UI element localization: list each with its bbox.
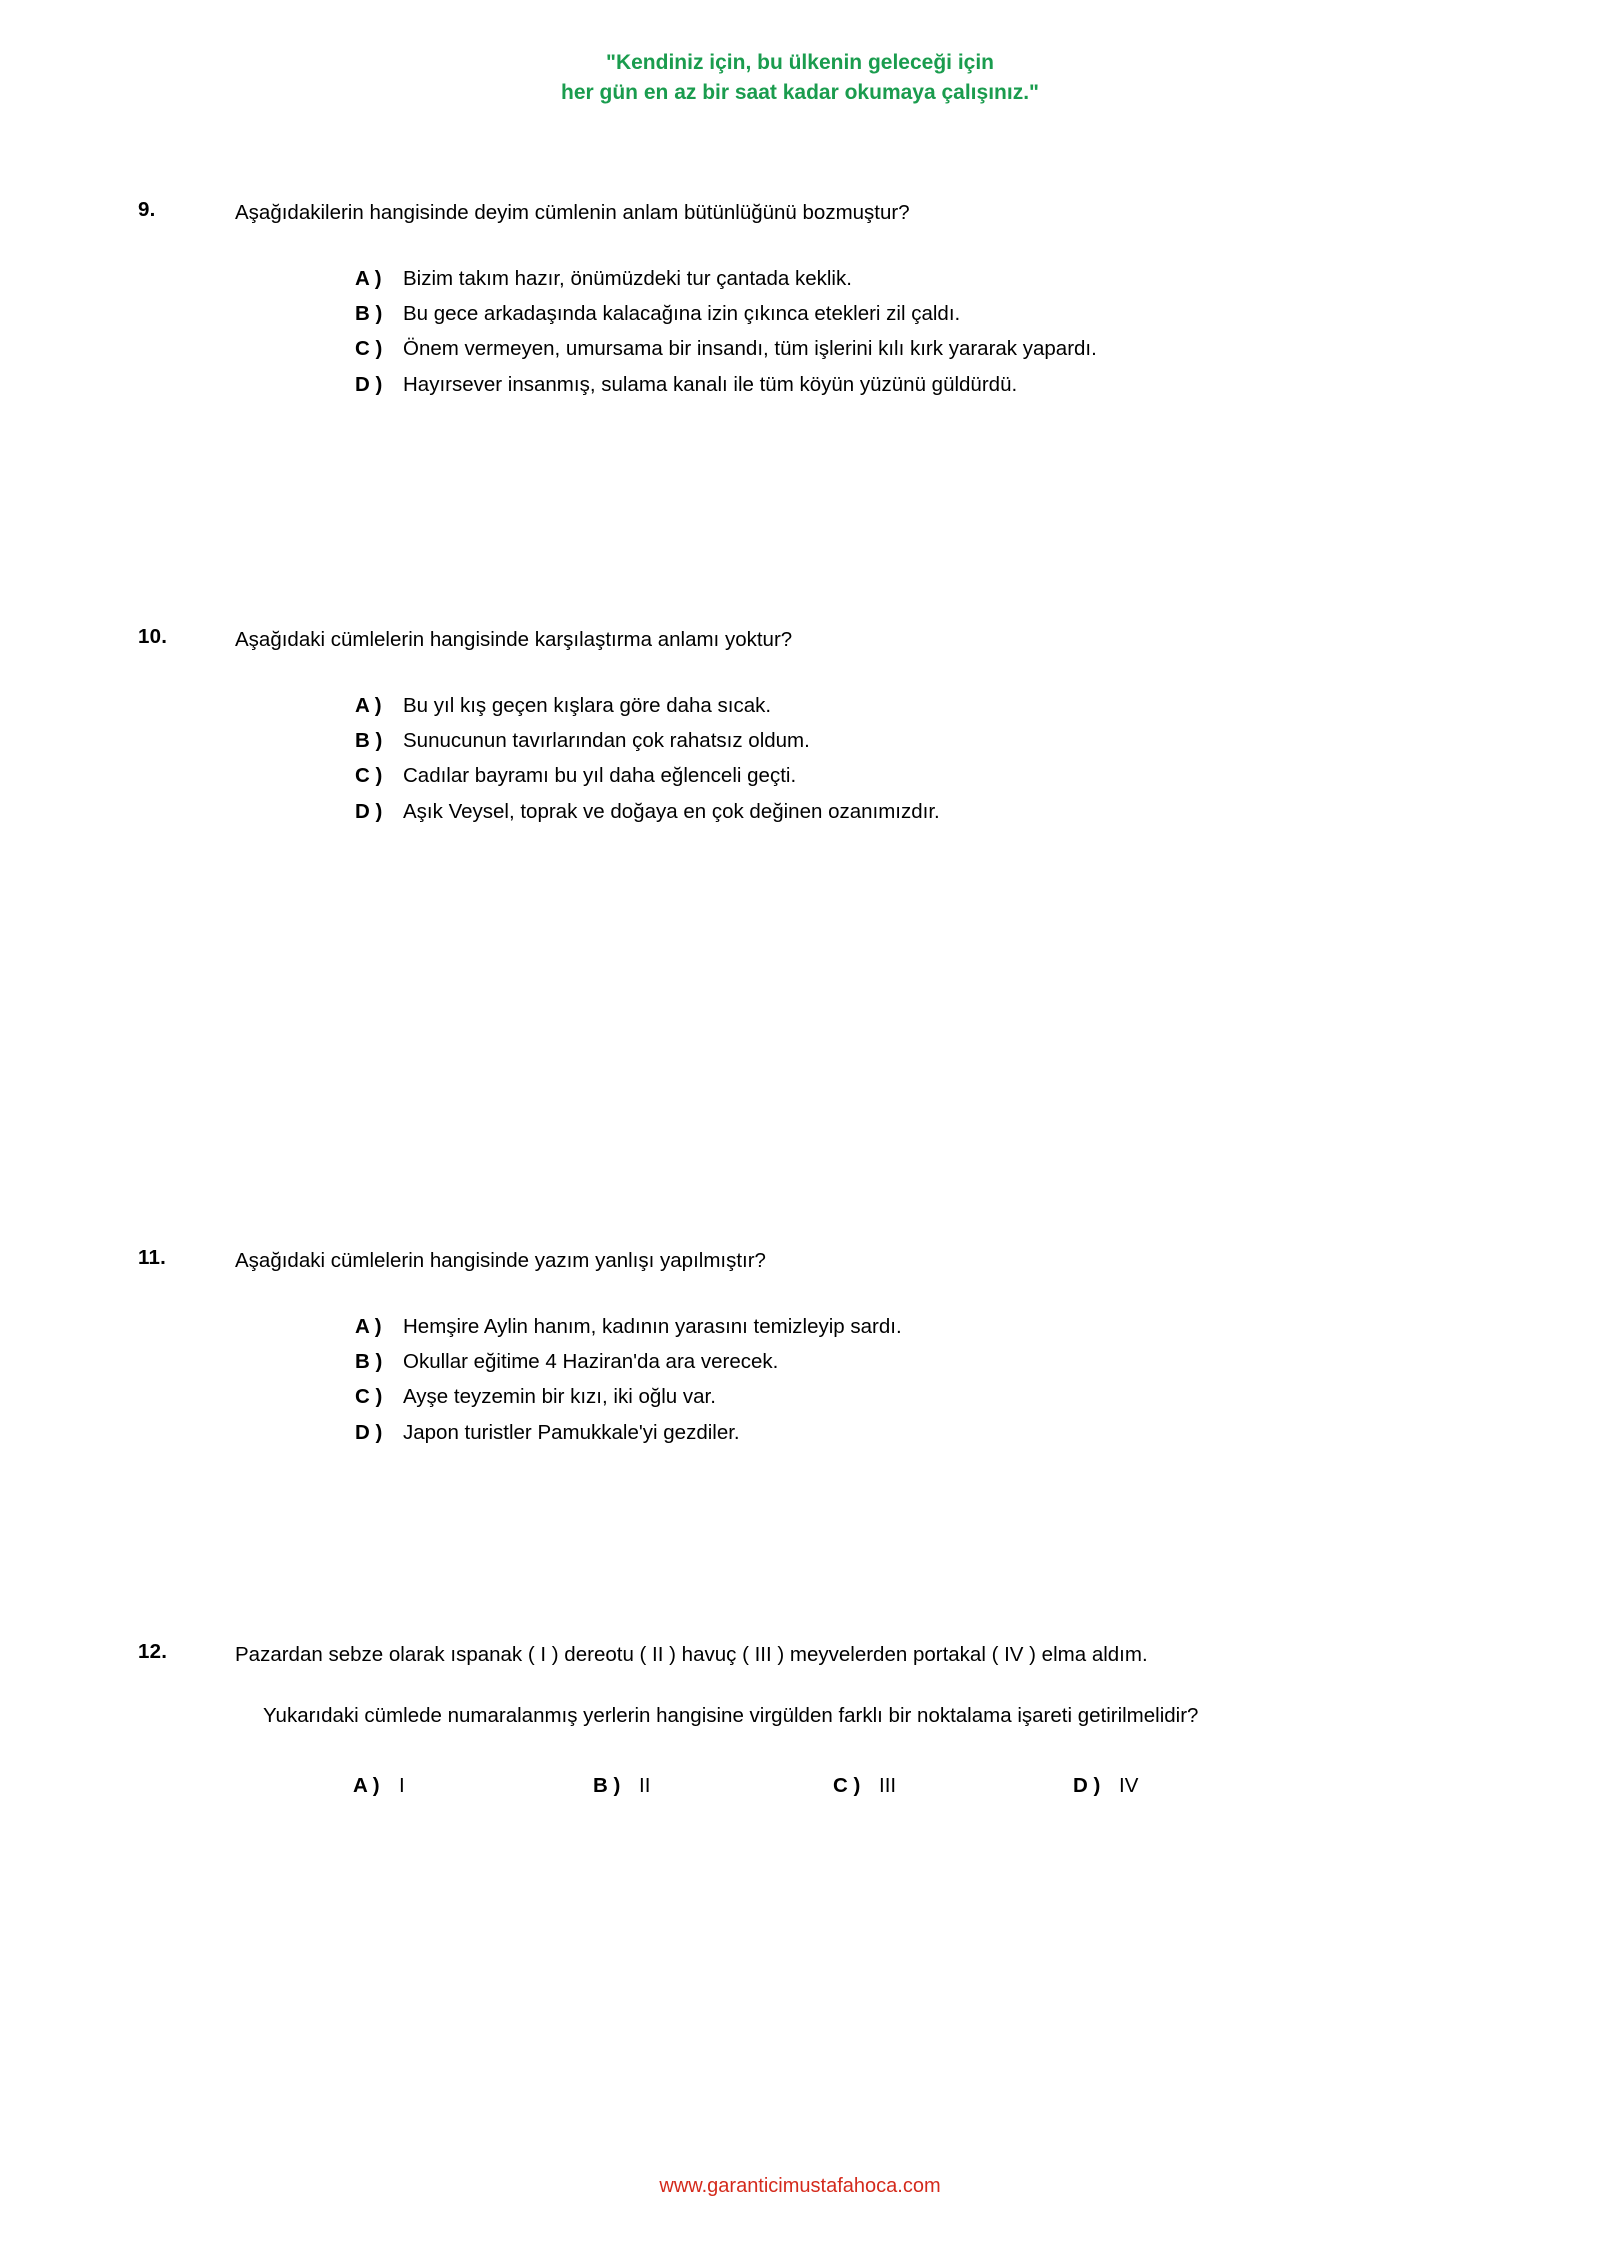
option-row[interactable] <box>355 1379 1450 1414</box>
option-letter: B ) <box>355 729 383 752</box>
option-row[interactable] <box>355 261 1450 296</box>
option-text: Aşık Veysel, toprak ve doğaya en çok değinen ozanımızdır. <box>403 799 940 823</box>
option-letter: A ) <box>355 693 382 717</box>
option-row[interactable] <box>355 296 1450 331</box>
option-text: Okullar eğitime 4 Haziran'da ara verecek. <box>403 1350 779 1373</box>
question-subtext-line: Yukarıdaki cümlede numaralanmış yerlerin hangisine virgülden farklı bir noktalama işareti getirilmelidir? <box>263 1703 1199 1727</box>
question-text: Aşağıdaki cümlelerin hangisinde yazım yanlışı yapılmıştır? <box>235 1249 766 1272</box>
question-number: 10. <box>138 625 168 648</box>
header-line-2: her gün en az bir saat kadar okumaya çalışınız." <box>561 81 1039 105</box>
option-text: Bizim takım hazır, önümüzdeki tur çantada keklik. <box>403 266 852 290</box>
option-row[interactable] <box>833 1774 1073 1798</box>
option-row[interactable] <box>355 367 1450 402</box>
option-letter: B ) <box>593 1773 621 1797</box>
question-block-12 <box>0 1640 1600 1798</box>
option-list <box>355 261 1450 402</box>
option-letter: C ) <box>355 337 383 361</box>
option-row[interactable] <box>355 794 1450 829</box>
option-letter: A ) <box>355 266 382 290</box>
option-text: IV <box>1119 1773 1139 1797</box>
option-text: Hayırsever insanmış, sulama kanalı ile tüm köyün yüzünü güldürdü. <box>403 372 1018 396</box>
header-line-1: "Kendiniz için, bu ülkenin geleceği için <box>605 51 995 74</box>
option-row[interactable] <box>355 758 1450 793</box>
option-row[interactable] <box>355 688 1450 723</box>
option-text: Bu gece arkadaşında kalacağına izin çıkınca etekleri zil çaldı. <box>403 302 961 325</box>
inline-option-list <box>353 1774 1450 1798</box>
option-letter: D ) <box>355 1420 383 1444</box>
option-row[interactable] <box>355 1415 1450 1450</box>
option-text: Japon turistler Pamukkale'yi gezdiler. <box>403 1420 740 1444</box>
option-row[interactable] <box>353 1774 593 1798</box>
question-subtext <box>235 1701 1450 1732</box>
question-number: 9. <box>138 198 156 221</box>
option-row[interactable] <box>593 1774 833 1798</box>
option-text: Sunucunun tavırlarından çok rahatsız oldum. <box>403 729 810 752</box>
option-letter: A ) <box>355 1314 382 1338</box>
option-row[interactable] <box>355 331 1450 366</box>
option-list <box>355 1309 1450 1450</box>
option-row[interactable] <box>355 723 1450 758</box>
question-block-10 <box>0 625 1600 829</box>
option-list <box>355 688 1450 829</box>
question-number: 12. <box>138 1640 168 1663</box>
option-text: III <box>879 1773 897 1797</box>
option-text: Önem vermeyen, umursama bir insandı, tüm işlerini kılı kırk yararak yapardı. <box>403 337 1097 361</box>
option-letter: D ) <box>1073 1773 1101 1797</box>
option-row[interactable] <box>1073 1774 1313 1798</box>
option-row[interactable] <box>355 1309 1450 1344</box>
question-number: 11. <box>138 1246 166 1269</box>
question-block-9 <box>0 198 1600 402</box>
option-row[interactable] <box>355 1344 1450 1379</box>
option-letter: B ) <box>355 302 383 325</box>
option-letter: A ) <box>353 1773 380 1797</box>
option-text: II <box>639 1773 651 1797</box>
option-letter: C ) <box>833 1773 861 1797</box>
option-letter: B ) <box>355 1350 383 1373</box>
option-text: Bu yıl kış geçen kışlara göre daha sıcak. <box>403 693 772 717</box>
question-text: Aşağıdaki cümlelerin hangisinde karşılaştırma anlamı yoktur? <box>235 628 793 651</box>
option-letter: D ) <box>355 799 383 823</box>
option-text: Cadılar bayramı bu yıl daha eğlenceli geçti. <box>403 764 797 788</box>
option-text: Hemşire Aylin hanım, kadının yarasını temizleyip sardı. <box>403 1314 902 1338</box>
page-header <box>0 0 1600 109</box>
question-text: Aşağıdakilerin hangisinde deyim cümlenin anlam bütünlüğünü bozmuştur? <box>235 201 910 224</box>
option-text: Ayşe teyzemin bir kızı, iki oğlu var. <box>403 1385 716 1409</box>
option-letter: D ) <box>355 372 383 396</box>
question-text: Pazardan sebze olarak ıspanak ( I ) dereotu ( II ) havuç ( III ) meyvelerden portakal ( IV ) elma aldım. <box>235 1643 1148 1666</box>
footer-url[interactable]: www.garanticimustafahoca.com <box>659 2175 941 2197</box>
option-letter: C ) <box>355 764 383 788</box>
option-text: I <box>399 1773 405 1797</box>
question-block-11 <box>0 1246 1600 1450</box>
option-letter: C ) <box>355 1385 383 1409</box>
